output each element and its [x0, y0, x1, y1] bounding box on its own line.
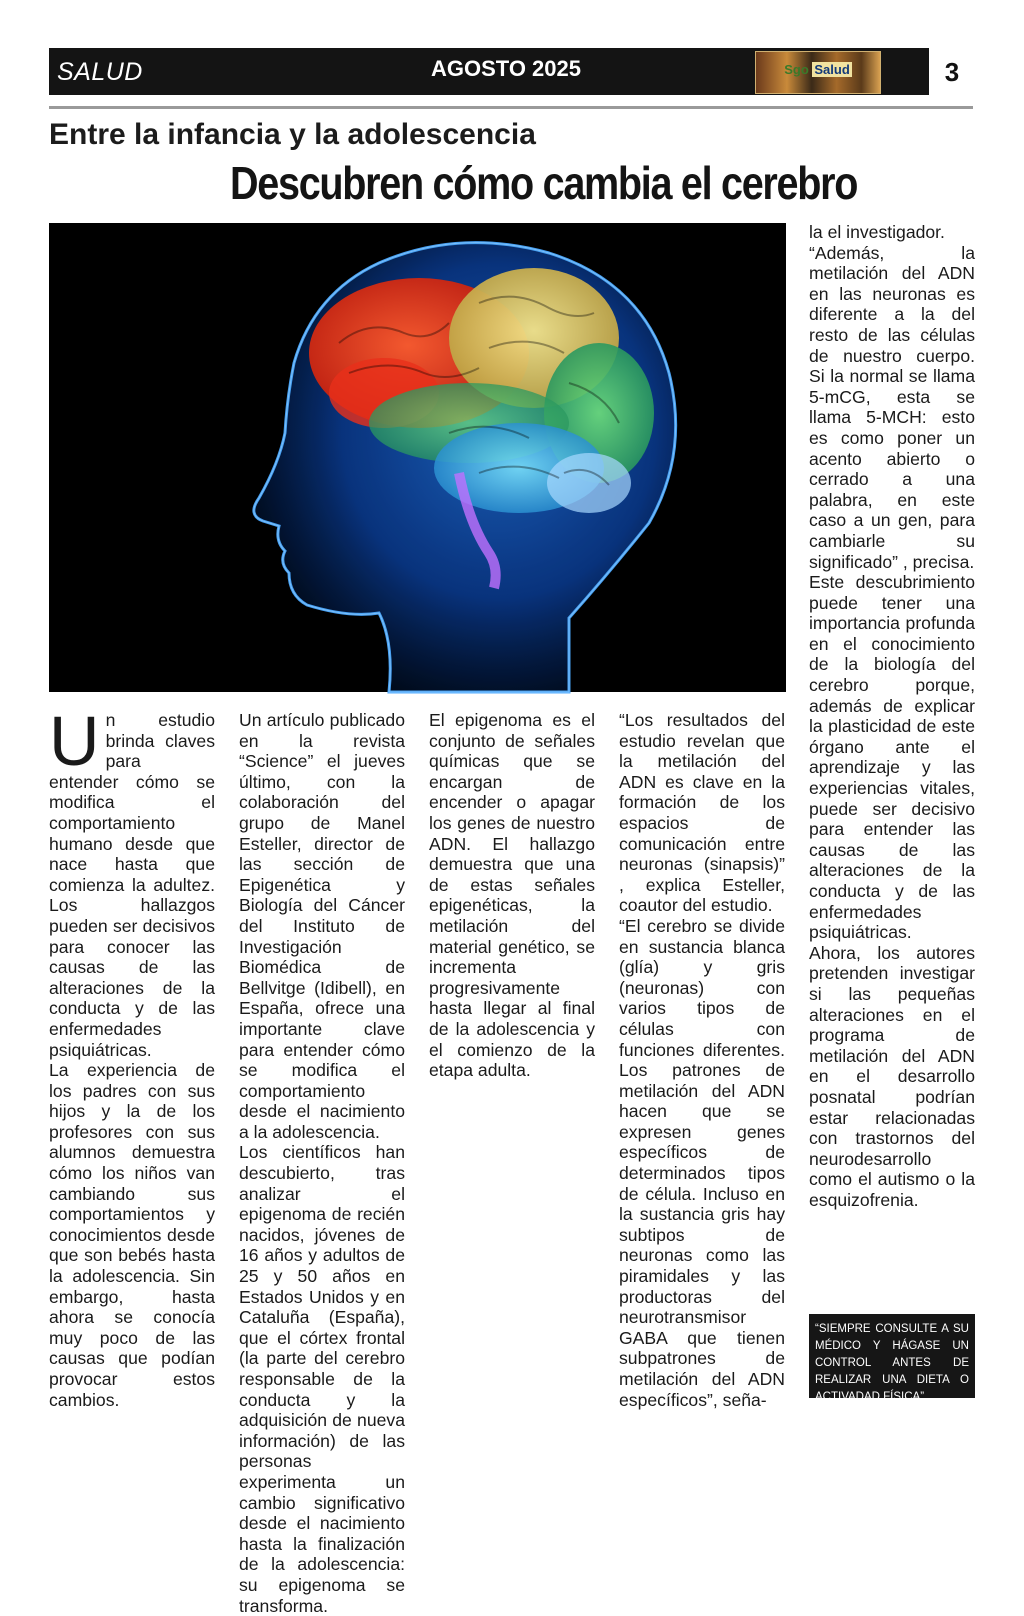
article-paragraph: El epigenoma es el conjunto de señales químicas que se encargan de encender o apagar los genes de nuestro ADN. El hallazgo demuestra que una de estas señales epigenéticas, la metilación del material genético, se incrementa progresivamente hasta llegar al final de la adolescencia y el comienzo de la etapa adulta.	[429, 710, 595, 1081]
article-column-4	[619, 710, 785, 1410]
article-paragraph	[49, 702, 215, 1060]
logo-text	[756, 62, 880, 77]
page-number-box	[929, 48, 975, 95]
article-column-2	[239, 710, 405, 1616]
brain-head-illustration-svg	[49, 223, 786, 692]
article-headline: Descubren cómo cambia el cerebro	[230, 157, 858, 209]
section-label: SALUD	[57, 58, 143, 86]
article-column-5	[809, 222, 975, 1242]
article-paragraph: La experiencia de los padres con sus hijos y la de los profesores con sus alumnos demuestra cómo los niños van cambiando sus comportamientos y conocimientos desde que son bebés hasta la adolescencia. Sin embargo, hasta ahora se conocía muy poco de las causas que podían provocar estos cambios.	[49, 1060, 215, 1410]
header-rule	[49, 106, 973, 109]
article-column-1	[49, 702, 215, 1410]
article-paragraph: la el investigador.	[809, 222, 945, 242]
logo-text-sgo: Sgo	[784, 62, 809, 77]
article-paragraph: Un artículo publicado en la revista “Science” el jueves último, con la colaboración del grupo de Manel Esteller, director de las sección de Epigenética y Biología del Cáncer del Instituto de Investigación Biomédica de Bellvitge (Idibell), en España, ofrece una importante clave para entender cómo se modifica el comportamiento desde el nacimiento a la adolescencia.	[239, 710, 405, 1142]
article-kicker: Entre la infancia y la adolescencia	[49, 118, 536, 151]
article-paragraph: Este descubrimiento puede tener una importancia profunda en el conocimiento de la biología del cerebro porque, además de explicar la plasticidad de este órgano ante el aprendizaje y las experiencias vitales, puede ser decisivo para entender las causas de las alteraciones de la conducta y de las enfermedades psiquiátricas.	[809, 572, 975, 943]
article-column-3	[429, 710, 595, 1400]
article-paragraph: “Además, la metilación del ADN en las neuronas es diferente a la del resto de las células de nuestro cuerpo. Si la normal se llama 5-mCG, esta se llama 5-MCH: esto es como poner un acento abierto o cerrado a una palabra, en este caso a un gen, para cambiarle su significado” , precisa.	[809, 242, 975, 572]
advice-text: “SIEMPRE CONSULTE A SU MÉDICO Y HÁGASE UN CONTROL ANTES DE REALIZAR UNA DIETA O ACTIVADAD FÍSICA”	[815, 1323, 969, 1403]
article-paragraph: “El cerebro se divide en sustancia blanca (glía) y gris (neuronas) con varios tipos de células con funciones diferentes. Los patrones de metilación del ADN hacen que se expresen genes específicos de determinados tipos de célula. Incluso en la sustancia gris hay subtipos de neuronas como las piramidales y las productoras del neurotransmisor GABA que tienen subpatrones de metilación del ADN específicos”, seña-	[619, 915, 785, 1410]
article-paragraph: “Los resultados del estudio revelan que la metilación del ADN es clave en la formación de los espacios de comunicación entre neuronas (sinapsis)” , explica Esteller, coautor del estudio.	[619, 710, 785, 916]
brain-head-illustration	[49, 223, 786, 692]
article-paragraph: Los científicos han descubierto, tras analizar el epigenoma de recién nacidos, jóvenes de 16 años y adultos de 25 y 50 años en Estados Unidos y en Cataluña (España), que el córtex frontal (la parte del cerebro responsable de la conducta y la adquisición de nueva información) de las personas experimenta un cambio significativo desde el nacimiento hasta la finalización de la adolescencia: su epigenoma se transforma.	[239, 1142, 405, 1616]
advice-box	[809, 1314, 975, 1403]
article-paragraph: Ahora, los autores pretenden investigar si las pequeñas alteraciones en el programa de metilación del ADN en el desarrollo posnatal podrían estar relacionadas con trastornos del neurodesarrollo como el autismo o la esquizofrenia.	[809, 942, 975, 1210]
drop-cap: U	[49, 702, 100, 780]
sgo-salud-logo	[755, 51, 881, 94]
header-bar	[49, 48, 975, 95]
issue-date: AGOSTO 2025	[431, 56, 581, 81]
paragraph-text: n estudio brinda claves para entender cómo se modifica el comportamiento humano desde que nace hasta que comienza la adultez. Los hallazgos pueden ser decisivos para conocer las causas de las alteraciones de la conducta y de las enfermedades psiquiátricas.	[49, 710, 215, 1060]
logo-text-salud: Salud	[814, 62, 850, 77]
page-number: 3	[944, 57, 960, 87]
